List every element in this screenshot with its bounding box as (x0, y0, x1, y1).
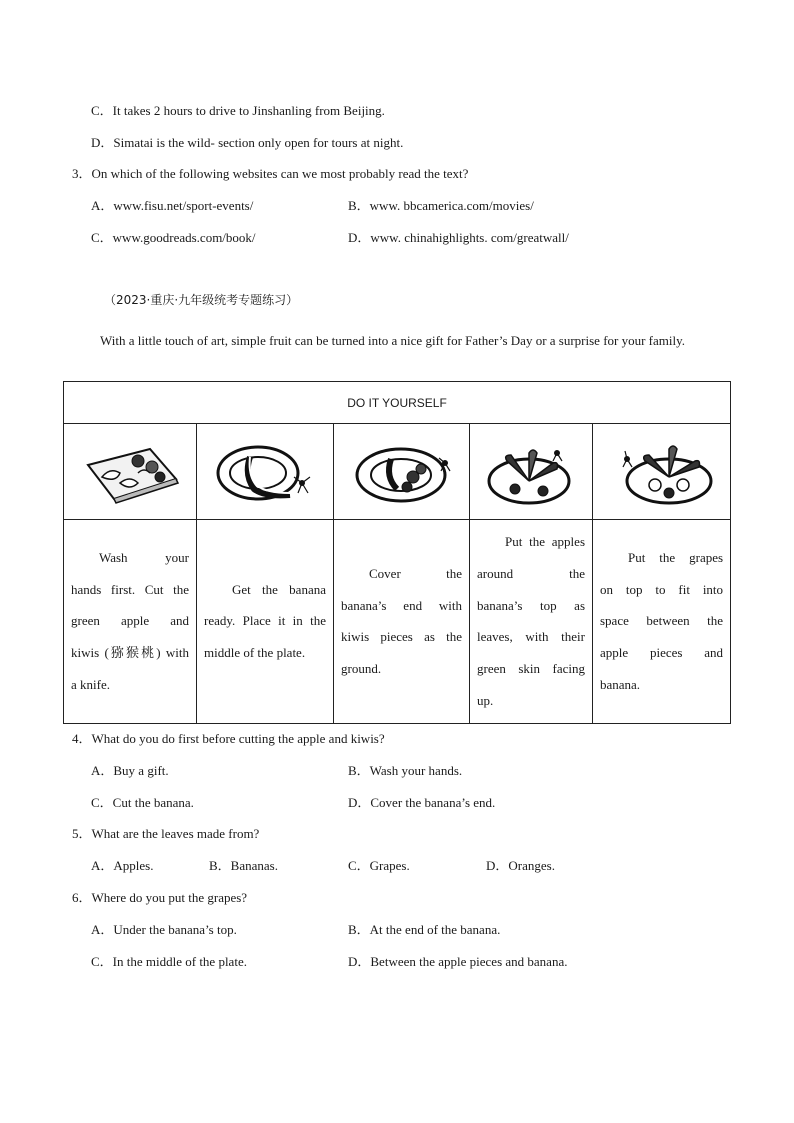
step-2-line: ready. Place it in the (204, 613, 326, 629)
step-4-line: up. (477, 692, 494, 708)
step-4-line: leaves, with their (477, 629, 585, 645)
cutting-board-fruit-icon (80, 437, 180, 507)
step-5-picture (593, 424, 731, 520)
step-4-line: Put the apples (505, 534, 585, 549)
step-4-line: around the (477, 565, 585, 581)
question-5-stem: 5．What are the leaves made from? (72, 826, 260, 841)
question-4-option-a: A．Buy a gift. (91, 763, 169, 778)
question-6-option-c: C．In the middle of the plate. (91, 954, 247, 969)
question-4-option-d: D．Cover the banana’s end. (348, 795, 496, 810)
question-4-stem: 4．What do you do first before cutting the apple and kiwis? (72, 731, 385, 746)
step-2-line: Get the banana (232, 581, 326, 597)
step-1-line: Wash your (99, 549, 189, 565)
step-5-text (593, 520, 731, 724)
step-5-line: apple pieces and (600, 645, 724, 661)
step-3-picture (334, 424, 470, 520)
question-3-option-b: B．www. bbcamerica.com/movies/ (348, 198, 534, 213)
step-2-line: middle of the plate. (204, 645, 306, 661)
grapes-plate-icon (607, 437, 717, 507)
question-5-option-c: C．Grapes. (348, 858, 410, 873)
question-5-option-a: A．Apples. (91, 858, 154, 873)
question-3-option-d: D．www. chinahighlights. com/greatwall/ (348, 230, 569, 245)
step-1-picture (64, 424, 197, 520)
question-6-stem: 6．Where do you put the grapes? (72, 890, 248, 905)
question-3-stem: 3．On which of the following websites can we most probably read the text? (72, 166, 469, 181)
step-5-line: on top to fit into (600, 581, 724, 597)
step-4-text (470, 520, 593, 724)
question-6-option-b: B．At the end of the banana. (348, 922, 501, 937)
step-3-line: ground. (341, 661, 382, 677)
question-5-option-b: B．Bananas. (209, 858, 278, 873)
question-4-option-c: C．Cut the banana. (91, 795, 194, 810)
question-3-option-c: C．www.goodreads.com/book/ (91, 230, 256, 245)
step-1-text (64, 520, 197, 724)
question-4-option-b: B．Wash your hands. (348, 763, 463, 778)
question-6-option-a: A．Under the banana’s top. (91, 922, 237, 937)
diy-table (63, 381, 731, 724)
step-5-line: Put the grapes (628, 549, 724, 565)
table-title: DO IT YOURSELF (64, 382, 731, 424)
question-6-option-d: D．Between the apple pieces and banana. (348, 954, 568, 969)
question-5-option-d: D．Oranges. (486, 858, 555, 873)
banana-on-plate-icon (210, 437, 320, 507)
source-label: （2023·重庆·九年级统考专题练习） (104, 293, 299, 307)
prev-question-option-d: D．Simatai is the wild- section only open for tours at night. (91, 135, 404, 150)
intro-paragraph: With a little touch of art, simple fruit can be turned into a nice gift for Father’s Day or a surprise for your family. (100, 333, 686, 348)
question-3-option-a: A．www.fisu.net/sport-events/ (91, 198, 254, 213)
step-3-line: Cover the (369, 565, 462, 581)
step-3-line: banana’s end with (341, 597, 462, 613)
step-4-picture (470, 424, 593, 520)
step-5-line: banana. (600, 677, 641, 693)
step-4-line: banana’s top as (477, 597, 585, 613)
step-2-picture (197, 424, 334, 520)
step-4-line: green skin facing (477, 661, 585, 677)
apple-leaves-plate-icon (481, 437, 581, 507)
step-2-text (197, 520, 334, 724)
step-5-line: space between the (600, 613, 724, 629)
prev-question-option-c: C．It takes 2 hours to drive to Jinshanling from Beijing. (91, 103, 385, 118)
step-1-line: green apple and (71, 613, 189, 629)
banana-kiwi-plate-icon (347, 437, 457, 507)
step-1-line: a knife. (71, 677, 110, 693)
step-3-line: kiwis pieces as the (341, 629, 462, 645)
step-3-text (334, 520, 470, 724)
step-1-line: kiwis (猕猴桃) with (71, 645, 189, 661)
step-1-line: hands first. Cut the (71, 581, 189, 597)
